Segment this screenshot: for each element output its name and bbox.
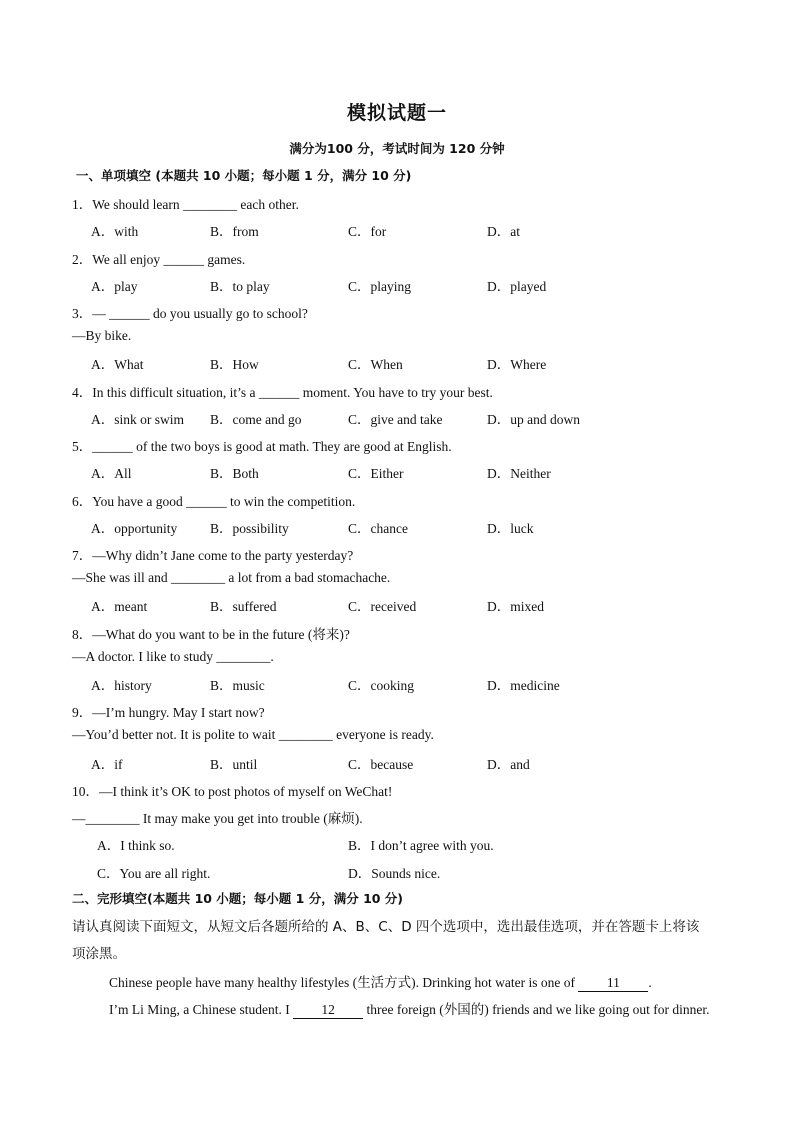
question-8-option-c: C．cooking xyxy=(348,678,414,693)
question-3-option-b: B．How xyxy=(210,357,259,372)
question-9-answer-line: —You’d better not. It is polite to wait ________ everyone is ready. xyxy=(72,727,434,742)
passage-line-1 xyxy=(109,971,652,992)
section-2-header: 二、完形填空(本题共 10 小题；每小题 1 分，满分 10 分) xyxy=(72,891,404,906)
question-5-option-a: A．All xyxy=(91,466,132,481)
question-2-stem: 2．We all enjoy ______ games. xyxy=(72,252,246,267)
question-5-option-c: C．Either xyxy=(348,466,404,481)
question-7-stem: 7．—Why didn’t Jane come to the party yesterday? xyxy=(72,548,354,563)
question-7-option-d: D．mixed xyxy=(487,599,544,614)
question-2-option-c: C．playing xyxy=(348,279,411,294)
question-10-option-d: D．Sounds nice. xyxy=(348,866,441,881)
page-subtitle: 满分为100 分，考试时间为 120 分钟 xyxy=(289,141,505,156)
question-8-stem: 8．—What do you want to be in the future (将来)? xyxy=(72,627,350,642)
question-5-option-d: D．Neither xyxy=(487,466,551,481)
blank-11: 11 xyxy=(578,975,648,992)
question-3-stem: 3．— ______ do you usually go to school? xyxy=(72,306,308,321)
question-9-option-c: C．because xyxy=(348,757,414,772)
passage-line-2 xyxy=(109,998,710,1019)
section-2-instruction-line-1: 请认真阅读下面短文，从短文后各题所给的 A、B、C、D 四个选项中，选出最佳选项，并在答题卡上将该 xyxy=(72,919,700,935)
question-2-option-b: B．to play xyxy=(210,279,270,294)
question-7-answer-line: —She was ill and ________ a lot from a bad stomachache. xyxy=(72,570,391,585)
question-6-option-d: D．luck xyxy=(487,521,534,536)
question-9-option-b: B．until xyxy=(210,757,258,772)
question-9-option-d: D．and xyxy=(487,757,530,772)
question-8-option-b: B．music xyxy=(210,678,265,693)
question-5-stem: 5．______ of the two boys is good at math. They are good at English. xyxy=(72,439,452,454)
question-2-option-d: D．played xyxy=(487,279,547,294)
question-1-option-d: D．at xyxy=(487,224,520,239)
question-8-option-a: A．history xyxy=(91,678,152,693)
blank-12: 12 xyxy=(293,1002,363,1019)
question-10-option-a: A．I think so. xyxy=(97,838,175,853)
section-2-instruction-line-2: 项涂黑。 xyxy=(72,946,126,962)
question-9-stem: 9．—I’m hungry. May I start now? xyxy=(72,705,265,720)
question-1-stem: 1．We should learn ________ each other. xyxy=(72,197,299,212)
passage-line-1-end: . xyxy=(648,975,652,990)
question-4-option-a: A．sink or swim xyxy=(91,412,185,427)
question-4-stem: 4．In this difficult situation, it’s a ______ moment. You have to try your best. xyxy=(72,385,493,400)
question-4-option-d: D．up and down xyxy=(487,412,580,427)
question-9-option-a: A．if xyxy=(91,757,123,772)
question-4-option-c: C．give and take xyxy=(348,412,443,427)
question-7-option-b: B．suffered xyxy=(210,599,277,614)
question-6-option-b: B．possibility xyxy=(210,521,289,536)
question-8-answer-line: —A doctor. I like to study ________. xyxy=(72,649,274,664)
passage-line-1-text: Chinese people have many healthy lifestyles (生活方式). Drinking hot water is one of xyxy=(109,975,576,990)
question-10-option-c: C．You are all right. xyxy=(97,866,211,881)
question-3-option-c: C．When xyxy=(348,357,403,372)
question-10-answer-line: —________ It may make you get into trouble (麻烦). xyxy=(72,811,363,826)
question-2-option-a: A．play xyxy=(91,279,138,294)
question-8-option-d: D．medicine xyxy=(487,678,560,693)
question-6-option-a: A．opportunity xyxy=(91,521,178,536)
question-3-option-d: D．Where xyxy=(487,357,547,372)
question-3-option-a: A．What xyxy=(91,357,144,372)
question-10-stem: 10．—I think it’s OK to post photos of myself on WeChat! xyxy=(72,784,393,799)
question-4-option-b: B．come and go xyxy=(210,412,302,427)
question-1-option-a: A．with xyxy=(91,224,139,239)
passage-line-2-text: I’m Li Ming, a Chinese student. I xyxy=(109,1002,290,1017)
question-1-option-b: B．from xyxy=(210,224,259,239)
section-1-header: 一、单项填空 (本题共 10 小题；每小题 1 分，满分 10 分) xyxy=(76,168,412,183)
question-7-option-c: C．received xyxy=(348,599,417,614)
question-6-stem: 6．You have a good ______ to win the competition. xyxy=(72,494,356,509)
question-6-option-c: C．chance xyxy=(348,521,408,536)
question-7-option-a: A．meant xyxy=(91,599,148,614)
question-5-option-b: B．Both xyxy=(210,466,259,481)
passage-line-2-end: three foreign (外国的) friends and we like going out for dinner. xyxy=(366,1002,710,1017)
page-title: 模拟试题一 xyxy=(346,102,447,124)
question-10-option-b: B．I don’t agree with you. xyxy=(348,838,494,853)
question-3-answer-line: —By bike. xyxy=(72,328,132,343)
question-1-option-c: C．for xyxy=(348,224,387,239)
